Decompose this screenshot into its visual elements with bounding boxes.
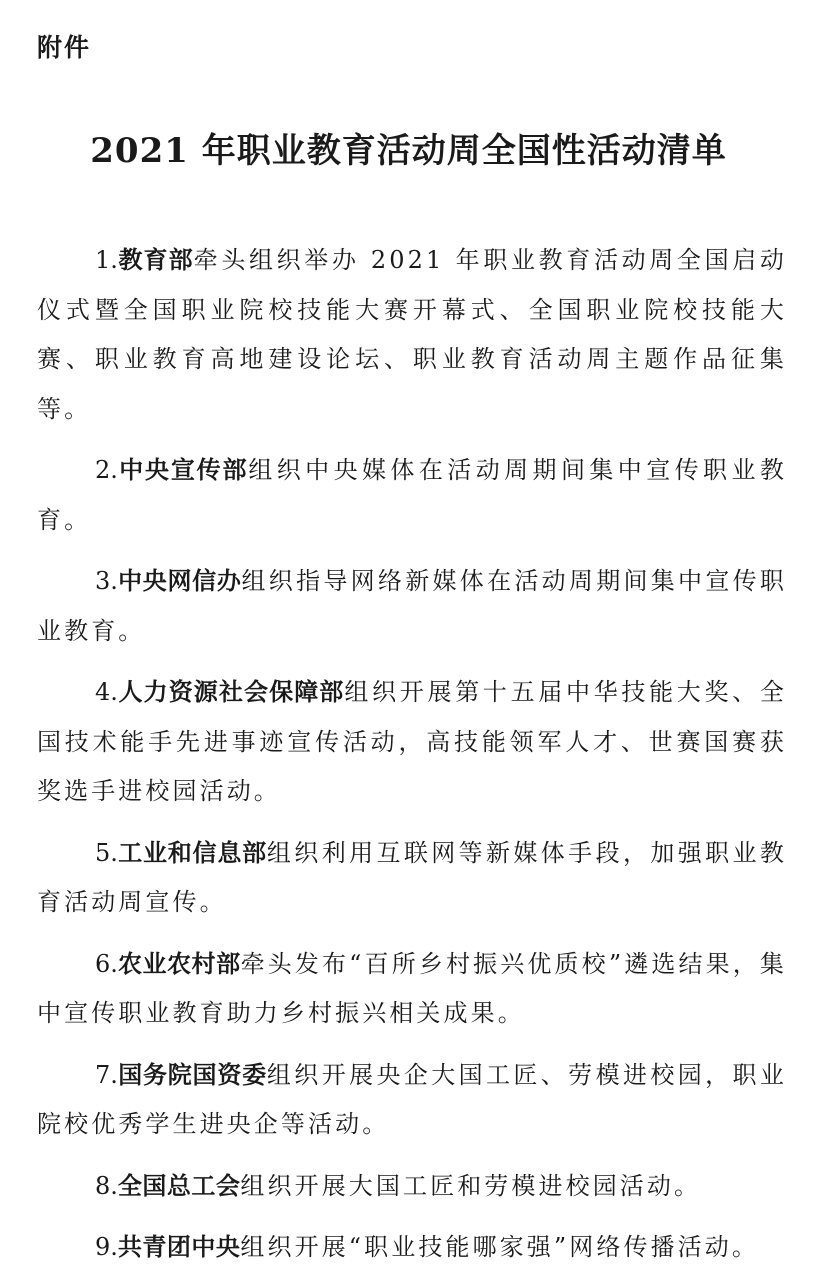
- item-number: 5.: [95, 838, 118, 867]
- item-organization: 中央网信办: [117, 567, 242, 595]
- item-organization: 人力资源社会保障部: [117, 678, 345, 706]
- item-description: 牵头发布“百所乡村振兴优质校”遴选结果，集中宣传职业教育助力乡村振兴相关成果。: [37, 949, 788, 1027]
- activity-item: [37, 446, 787, 545]
- activity-list: [37, 236, 787, 1285]
- item-description: 组织开展大国工匠和劳模进校园活动。: [240, 1171, 702, 1200]
- item-description: 组织开展央企大国工匠、劳模进校园，职业院校优秀学生进央企等活动。: [37, 1060, 787, 1138]
- item-description: 组织指导网络新媒体在活动周期间集中宣传职业教育。: [37, 567, 788, 645]
- activity-item: [37, 668, 787, 817]
- activity-item: [37, 829, 787, 928]
- item-number: 3.: [95, 567, 118, 595]
- item-number: 1.: [95, 246, 118, 274]
- item-number: 2.: [95, 456, 118, 484]
- document-title: 2021 年职业教育活动周全国性活动清单: [90, 131, 727, 171]
- item-organization: 教育部: [117, 246, 194, 274]
- activity-item: [37, 557, 787, 656]
- item-number: 8.: [95, 1171, 118, 1200]
- item-number: 6.: [95, 949, 118, 978]
- item-organization: 工业和信息部: [117, 838, 267, 867]
- activity-item: [37, 236, 787, 434]
- item-organization: 中央宣传部: [117, 456, 249, 484]
- item-organization: 共青团中央: [117, 1233, 241, 1261]
- item-number: 9.: [95, 1233, 118, 1261]
- item-description: 牵头组织举办 2021 年职业教育活动周全国启动仪式暨全国职业院校技能大赛开幕式、全国职业院校技能大赛、职业教育高地建设论坛、职业教育活动周主题作品征集等。: [37, 246, 788, 423]
- item-description: 组织开展“职业技能哪家强”网络传播活动。: [240, 1233, 759, 1261]
- item-description: 组织利用互联网等新媒体手段，加强职业教育活动周宣传。: [37, 838, 787, 916]
- attachment-label: 附件: [37, 33, 92, 62]
- item-number: 4.: [95, 678, 118, 706]
- item-organization: 全国总工会: [117, 1171, 241, 1200]
- activity-item: [37, 940, 787, 1039]
- item-number: 7.: [95, 1060, 118, 1089]
- activity-item: [37, 1051, 787, 1150]
- item-organization: 农业农村部: [117, 949, 241, 978]
- item-description: 组织中央媒体在活动周期间集中宣传职业教育。: [37, 456, 787, 534]
- activity-item: [37, 1223, 787, 1273]
- item-organization: 国务院国资委: [117, 1060, 267, 1089]
- activity-item: [37, 1162, 787, 1212]
- item-description: 组织开展第十五届中华技能大奖、全国技术能手先进事迹宣传活动，高技能领军人才、世赛国赛获奖选手进校园活动。: [37, 678, 787, 805]
